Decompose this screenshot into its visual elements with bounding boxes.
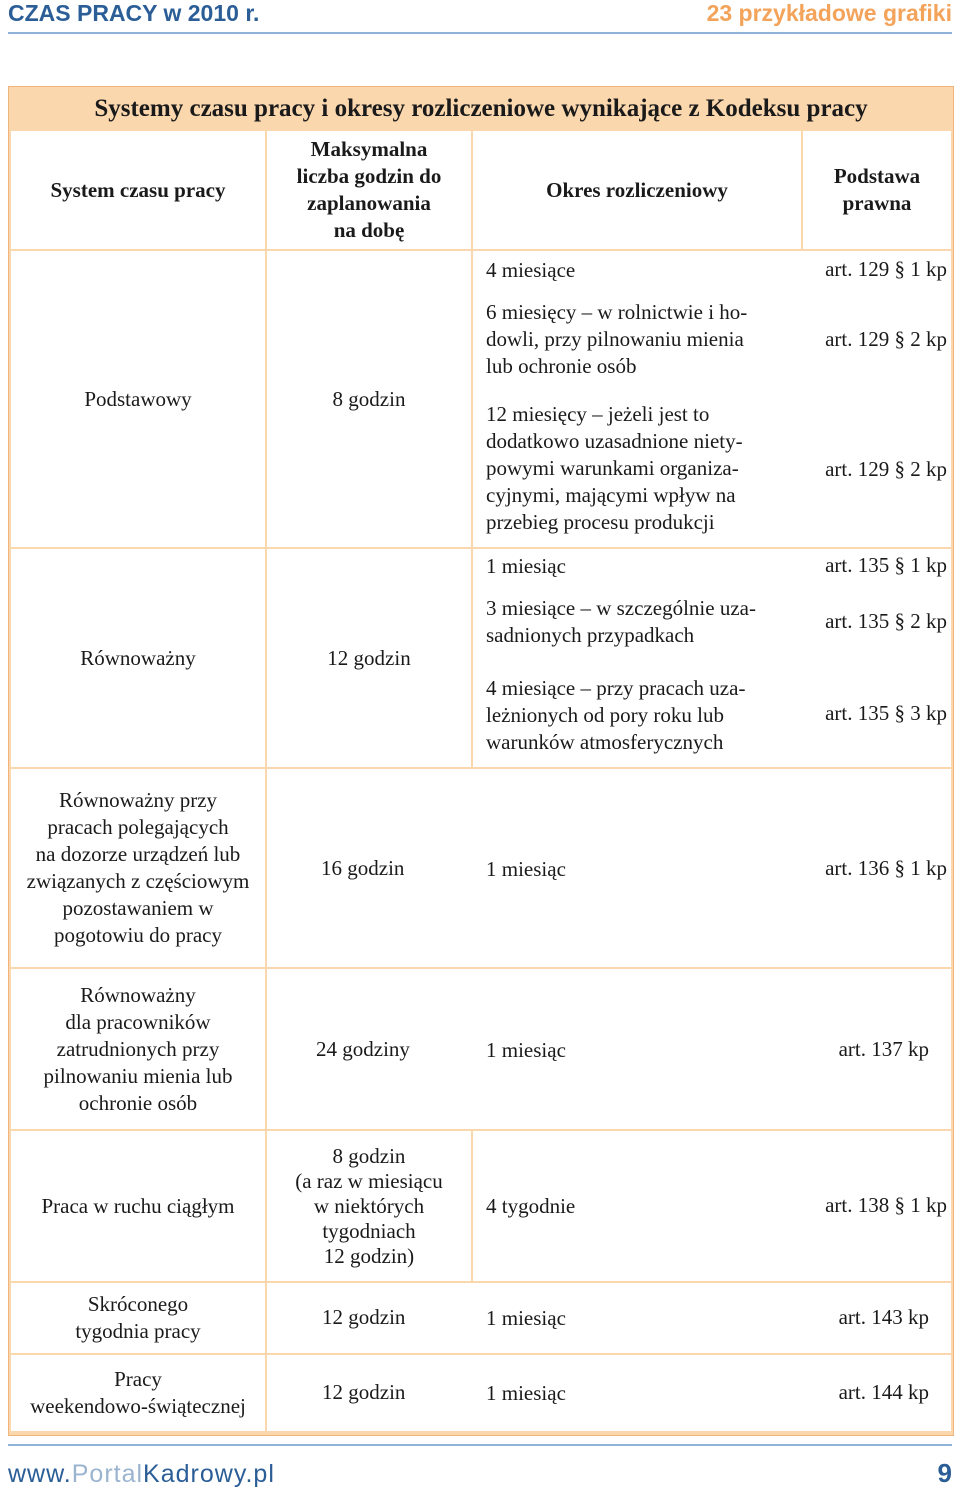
row-system-skrocony: Skróconego tygodnia pracy [11,1283,265,1353]
col-header-system: System czasu pracy [11,131,265,249]
row-hours-rownowazny: 12 godzin [267,549,471,767]
period-pilnowanie: 1 miesiąc [486,1038,566,1062]
row-system-ruch-ciagly: Praca w ruchu ciągłym [11,1131,265,1281]
basis-art-129-2b: art. 129 § 2 kp [825,457,947,481]
hours-16: 16 godzin [321,856,405,880]
footer-url-portal: Portal [71,1460,144,1488]
row-system-weekendowy: Pracy weekendowo-świątecznej [11,1355,265,1431]
period-6-miesiecy: 6 miesięcy – w rolnictwie i ho- dowli, przy pilnowaniu mienia lub ochronie osób [486,300,748,378]
period-dozor: 1 miesiąc [486,857,566,881]
period-skrocony: 1 miesiąc [486,1306,566,1330]
row-hours-ruch-ciagly: 8 godzin (a raz w miesiącu w niektórych tygodniach 12 godzin) [267,1131,471,1281]
period-4-miesiace-pory-roku: 4 miesiące – przy pracach uza- leżnionych od pory roku lub warunków atmosferycznych [486,676,746,754]
hours-24: 24 godziny [316,1037,410,1061]
header-title-left: CZAS PRACY w 2010 r. [8,0,260,26]
basis-art-144: art. 144 kp [838,1380,929,1404]
row-system-pilnowanie: Równoważny dla pracowników zatrudnionych przy pilnowaniu mienia lub ochronie osób [11,969,265,1129]
period-3-miesiace: 3 miesiące – w szczególnie uza- sadnionych przypadkach [486,596,756,647]
header-title-right: 23 przykładowe grafiki [706,0,952,26]
row-hours-podstawowy: 8 godzin [267,251,471,547]
basis-art-135-3: art. 135 § 3 kp [825,701,947,725]
period-weekendowy: 1 miesiąc [486,1381,566,1405]
col-header-max-hours: Maksymalna liczba godzin do zaplanowania na dobę [267,131,471,249]
col-header-period: Okres rozliczeniowy [473,131,801,249]
period-1-miesiac: 1 miesiąc [486,554,566,578]
row-system-podstawowy: Podstawowy [11,251,265,547]
footer-url-pl: .pl [245,1460,275,1488]
basis-art-138: art. 138 § 1 kp [825,1193,947,1217]
hours-skrocony: 12 godzin [322,1305,406,1329]
footer-url-kadrowy: Kadrowy [143,1460,246,1488]
period-4-miesiace: 4 miesiące [486,258,576,282]
page-footer [8,1444,952,1494]
basis-art-129-1: art. 129 § 1 kp [825,257,947,281]
basis-art-135-1: art. 135 § 1 kp [825,553,947,577]
col-header-basis: Podstawa prawna [803,131,951,249]
footer-url[interactable] [8,1460,275,1489]
page-header [8,0,952,34]
period-12-miesiecy: 12 miesięcy – jeżeli jest to dodatkowo uzasadnione niety- powymi warunkami organiza- cyjnymi, mającymi wpływ na przebieg procesu produkcji [486,402,743,534]
basis-art-129-2a: art. 129 § 2 kp [825,327,947,351]
row-system-dozor: Równoważny przy pracach polegających na dozorze urządzeń lub związanych z częściowym pozostawaniem w pogotowiu do pracy [11,769,265,967]
table-title: Systemy czasu pracy i okresy rozliczeniowe wynikające z Kodeksu pracy [94,95,868,122]
row-system-rownowazny: Równoważny [11,549,265,767]
info-table [8,86,954,1436]
basis-art-143: art. 143 kp [838,1305,929,1329]
basis-art-137: art. 137 kp [838,1037,929,1061]
basis-art-135-2: art. 135 § 2 kp [825,609,947,633]
page-number: 9 [937,1458,952,1488]
period-4-tygodnie: 4 tygodnie [486,1194,576,1218]
hours-weekendowy: 12 godzin [322,1380,406,1404]
footer-url-www: www. [8,1460,72,1488]
basis-art-136: art. 136 § 1 kp [825,856,947,880]
